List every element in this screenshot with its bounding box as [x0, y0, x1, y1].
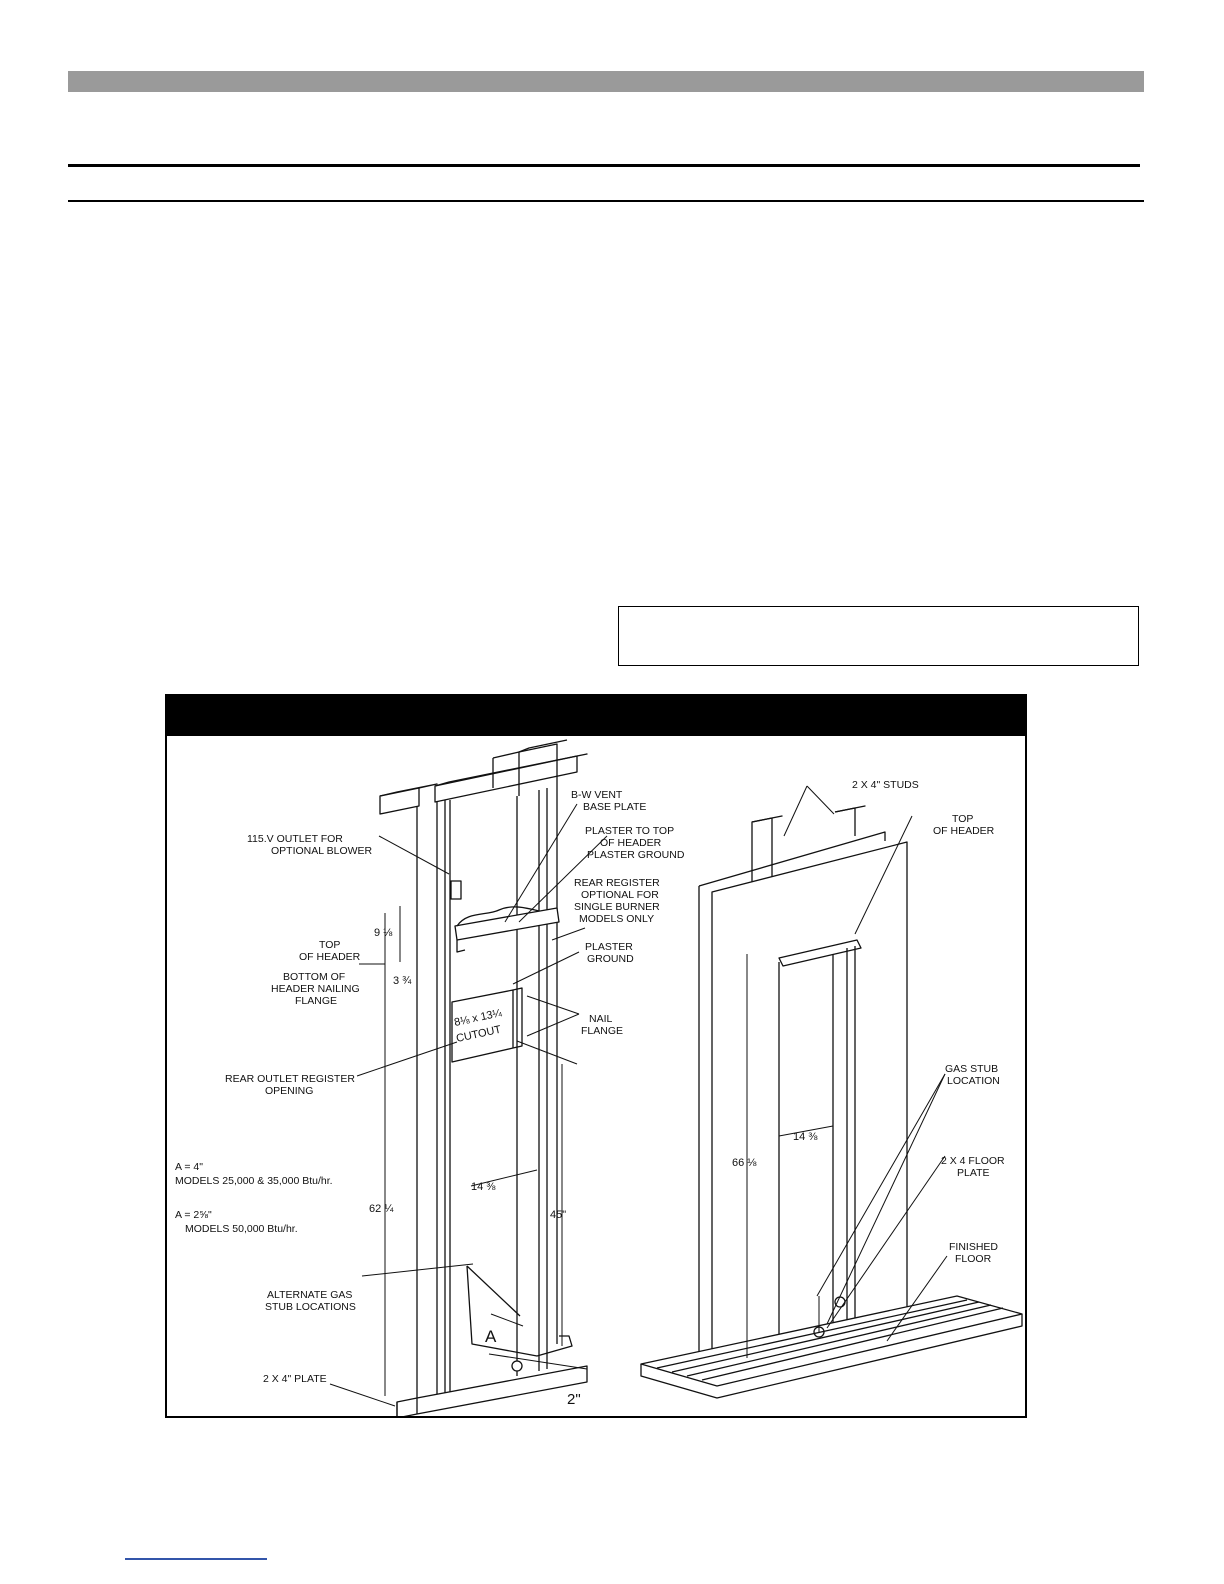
label-rear-outlet-1: REAR OUTLET REGISTER [225, 1073, 355, 1085]
label-plaster-ground-1: PLASTER [585, 941, 633, 953]
footer-link-underline[interactable] [125, 1558, 267, 1560]
label-rear-register-3: SINGLE BURNER [574, 901, 660, 913]
dim-3-3-4: 3 ¾ [393, 975, 412, 987]
label-nail-flange-1: NAIL [589, 1013, 613, 1025]
dim-62-1-4: 62 ¼ [369, 1203, 394, 1215]
label-cutout: CUTOUT [455, 1023, 503, 1045]
label-a-large-2: MODELS 50,000 Btu/hr. [185, 1223, 298, 1235]
label-a-small-2: MODELS 25,000 & 35,000 Btu/hr. [175, 1175, 333, 1187]
label-cutout-size: 8⅛ x 13¼ [453, 1007, 503, 1029]
dim-14-3-8-right: 14 ⅜ [793, 1131, 818, 1143]
label-r-top-header-1: TOP [952, 813, 974, 825]
label-finished-floor-1: FINISHED [949, 1241, 999, 1253]
label-outlet-1: 115.V OUTLET FOR [247, 833, 343, 845]
label-base-plate: BASE PLATE [583, 801, 647, 813]
label-rear-register-1: REAR REGISTER [574, 877, 660, 889]
label-a-large-1: A = 2⅝" [175, 1209, 212, 1221]
label-rear-outlet-2: OPENING [265, 1085, 314, 1097]
label-nail-flange-2: FLANGE [581, 1025, 624, 1037]
framing-figure [165, 694, 1027, 1418]
label-finished-floor-2: FLOOR [955, 1253, 992, 1265]
header-gray-bar [68, 71, 1144, 92]
label-a-small-1: A = 4" [175, 1161, 203, 1173]
label-alt-gas-1: ALTERNATE GAS [267, 1289, 353, 1301]
dim-2: 2" [567, 1391, 581, 1408]
label-top-header-1: TOP [319, 939, 341, 951]
label-gas-stub-1: GAS STUB [945, 1063, 999, 1075]
label-floor-plate-2: PLATE [957, 1167, 990, 1179]
dim-9-1-8: 9 ⅛ [374, 927, 393, 939]
label-plaster-ground-2: GROUND [587, 953, 634, 965]
label-bw-vent: B-W VENT [571, 789, 623, 801]
dim-14-3-8-left: 14 ⅜ [471, 1181, 496, 1193]
framing-diagram [167, 696, 1025, 1416]
label-rear-register-2: OPTIONAL FOR [581, 889, 659, 901]
label-floor-plate-1: 2 X 4 FLOOR [941, 1155, 1005, 1167]
label-plaster-top-2: OF HEADER [600, 837, 662, 849]
label-gas-stub-2: LOCATION [947, 1075, 1000, 1087]
label-bottom-header-2: HEADER NAILING [271, 983, 360, 995]
note-box [618, 606, 1139, 666]
label-plate: 2 X 4" PLATE [263, 1373, 327, 1385]
label-r-top-header-2: OF HEADER [933, 825, 995, 837]
label-plaster-top-1: PLASTER TO TOP [585, 825, 675, 837]
label-bottom-header-1: BOTTOM OF [283, 971, 346, 983]
label-top-header-2: OF HEADER [299, 951, 361, 963]
label-plaster-top-3: PLASTER GROUND [587, 849, 685, 861]
dim-a: A [485, 1327, 497, 1346]
section-rule-bottom [68, 200, 1144, 202]
label-outlet-2: OPTIONAL BLOWER [271, 845, 373, 857]
label-bottom-header-3: FLANGE [295, 995, 338, 1007]
dim-45: 45" [550, 1209, 567, 1221]
label-rear-register-4: MODELS ONLY [579, 913, 655, 925]
label-studs: 2 X 4" STUDS [852, 779, 919, 791]
label-alt-gas-2: STUB LOCATIONS [265, 1301, 356, 1313]
dim-66-1-8: 66 ⅛ [732, 1157, 757, 1169]
section-rule-top [68, 164, 1140, 167]
